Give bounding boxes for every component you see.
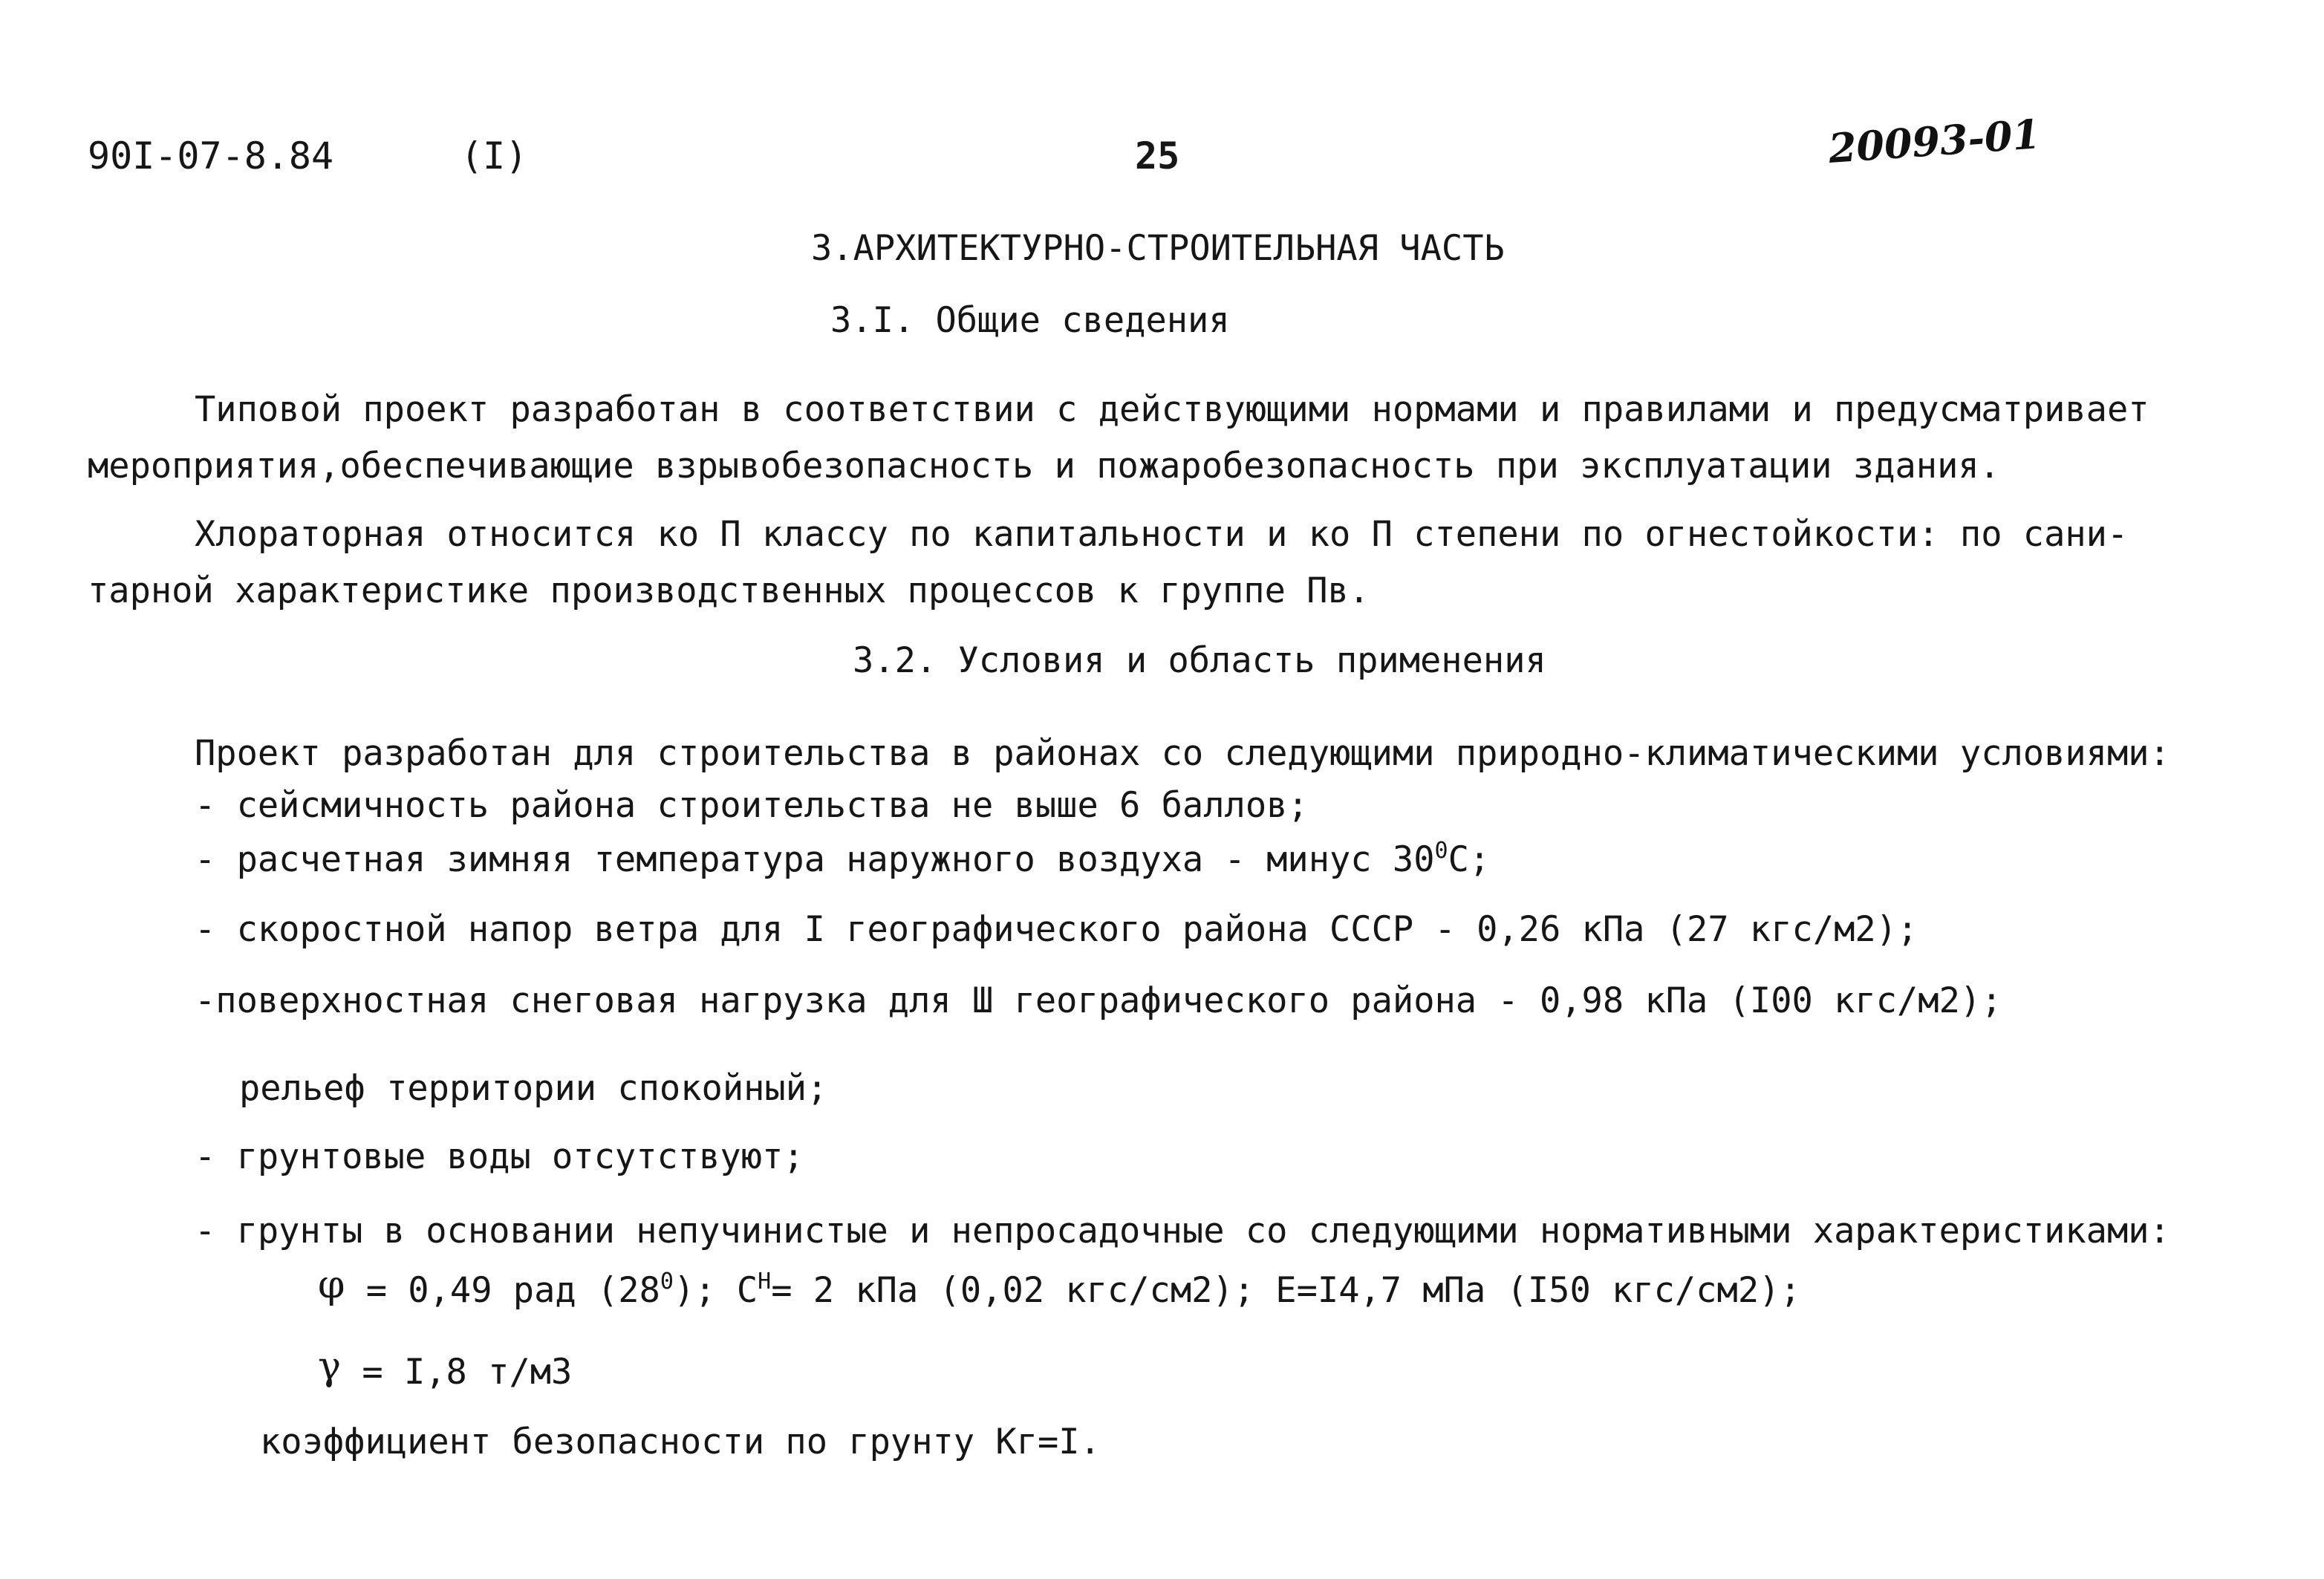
document-code: 90I-07-8.84	[88, 134, 334, 178]
degree-superscript: 0	[1434, 838, 1448, 864]
conditions-intro: Проект разработан для строительства в районах со следующими природно-климатическими условиями:	[195, 733, 2170, 774]
paragraph-1-line-1: Типовой проект разработан в соответствии с действующими нормами и правилами и предусматривает	[195, 389, 2149, 430]
phi-value: = 0,49 рад (28	[345, 1270, 660, 1311]
phi-degree-superscript: 0	[660, 1269, 674, 1295]
condition-soils: - грунты в основании непучинистые и непросадочные со следующими нормативными характеристиками:	[195, 1211, 2170, 1251]
cohesion-label: ); С	[673, 1270, 758, 1311]
paragraph-2-line-1: Хлораторная относится ко П классу по капитальности и ко П степени по огнестойкости: по сани-	[195, 514, 2129, 555]
phi-symbol: φ	[318, 1263, 345, 1307]
paragraph-2-line-2: тарной характеристике производственных процессов к группе Пв.	[88, 570, 1370, 611]
condition-temperature	[195, 838, 1490, 882]
gamma-value: = I,8 т/м3	[341, 1352, 573, 1393]
soil-safety-factor: коэффициент безопасности по грунту Кг=I.	[260, 1422, 1101, 1462]
soil-density-line	[318, 1344, 572, 1395]
section-title: 3.АРХИТЕКТУРНО-СТРОИТЕЛЬНАЯ ЧАСТЬ	[811, 228, 1505, 269]
condition-snow: -поверхностная снеговая нагрузка для Ш географического района - 0,98 кПа (I00 кгс/м2);	[195, 980, 2002, 1021]
condition-seismic: - сейсмичность района строительства не выше 6 баллов;	[195, 785, 1309, 826]
condition-relief: рельеф территории спокойный;	[239, 1068, 828, 1109]
condition-temperature-unit: С;	[1448, 839, 1491, 880]
subsection-title-conditions: 3.2. Условия и область применения	[853, 640, 1546, 681]
page-number: 25	[1135, 134, 1180, 178]
condition-temperature-text: - расчетная зимняя температура наружного воздуха - минус 30	[195, 839, 1435, 880]
cohesion-and-modulus-values: = 2 кПа (0,02 кгс/см2); Е=I4,7 мПа (I50 кгс/см2);	[771, 1270, 1801, 1311]
paragraph-1-line-2: мероприятия,обеспечивающие взрывобезопасность и пожаробезопасность при эксплуатации здания.	[88, 446, 2000, 486]
cohesion-superscript: Н	[758, 1269, 772, 1295]
document-part: (I)	[460, 134, 528, 178]
handwritten-inventory-number: 20093-01	[1826, 110, 2042, 172]
subsection-title-general: 3.I. Общие сведения	[830, 300, 1230, 341]
gamma-symbol: γ	[318, 1344, 342, 1389]
soil-parameters-line	[318, 1263, 1801, 1313]
condition-wind: - скоростной напор ветра для I географического района СССР - 0,26 кПа (27 кгс/м2);	[195, 909, 1918, 950]
condition-groundwater: - грунтовые воды отсутствуют;	[195, 1136, 804, 1177]
